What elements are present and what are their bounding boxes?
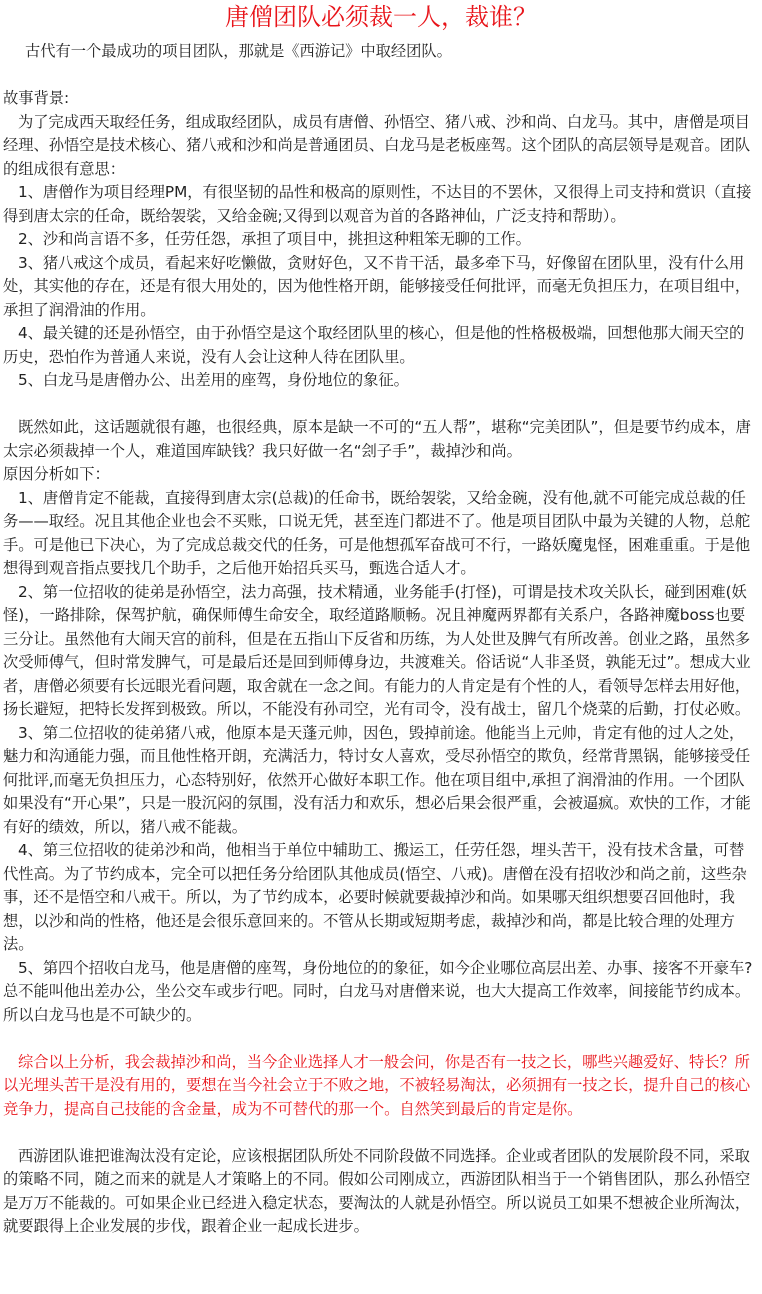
intro-paragraph: 古代有一个最成功的项目团队，那就是《西游记》中取经团队。 [25,42,452,60]
analysis-intro: 既然如此，这话题就很有趣，也很经典，原本是缺一不可的“五人帮”，堪称“完美团队”，但是要节约成本，唐太宗必须裁掉一个人，难道国库缺钱？我只好做一名“刽子手”，裁掉沙和尚。 [3,418,751,460]
background-paragraph: 3、猪八戒这个成员，看起来好吃懒做，贪财好色，又不肯干活，最多牵下马，好像留在团队里，没有什么用处，其实他的存在，还是有很大用处的，因为他性格开朗，能够接受任何批评，而毫无负担压力，在项目组中，承担了润滑油的作用。 [3,253,751,319]
analysis-paragraph: 1、唐僧肯定不能裁，直接得到唐太宗(总裁)的任命书，既给袈裟，又给金碗，没有他,就不可能完成总裁的任务——取经。况且其他企业也会不买账，口说无凭，甚至连门都进不了。他是项目团队中最为关键的人物，总舵手。可是他已下决心，为了完成总裁交代的任务，可是他想孤军奋战可不行，一路妖魔鬼怪，困难重重。于是他想得到观音指点要找几个助手，之后他开始招兵买马，甄选合适人才。 [3,488,751,577]
background-paragraph: 2、沙和尚言语不多，任劳任怨，承担了项目中，挑担这种粗笨无聊的工作。 [18,230,531,248]
analysis-paragraph: 2、第一位招收的徒弟是孙悟空，法力高强，技术精通，业务能手(打怪)，可谓是技术攻关队长，碰到困难(妖怪)，一路排除，保驾护航，确保师傅生命安全，取经道路顺畅。况且神魔两界都有关系户，各路神魔boss也要三分让。虽然他有大闹天宫的前科，但是在五指山下反省和历练，为人处世及脾气有所改善。创业之路，虽然多次受师傅气，但时常发脾气，可是最后还是回到师傅身边，共渡难关。俗话说“人非圣贤，孰能无过”。想成大业者，唐僧必须要有长远眼光看问题，取舍就在一念之间。有能力的人肯定是有个性的人，看领导怎样去用好他，扬长避短，把特长发挥到极致。所以，不能没有孙司空，光有司令，没有战士，留几个烧菜的后勤，打仗必败。 [3,582,751,718]
analysis-paragraph: 3、第二位招收的徒弟猪八戒，他原本是天蓬元帅，因色，毁掉前途。他能当上元帅，肯定有他的过人之处，魅力和沟通能力强，而且他性格开朗，充满活力，特讨女人喜欢，受尽孙悟空的欺负，经常背黑锅，能够接受任何批评,而毫无负担压力，心态特别好，依然开心做好本职工作。他在项目组中,承担了润滑油的作用。一个团队如果没有“开心果”，只是一股沉闷的氛围，没有活力和欢乐，想必后果会很严重，会被逼疯。欢快的工作，才能有好的绩效，所以，猪八戒不能裁。 [3,723,751,836]
background-paragraph: 为了完成西天取经任务，组成取经团队，成员有唐僧、孙悟空、猪八戒、沙和尚、白龙马。其中，唐僧是项目经理、孙悟空是技术核心、猪八戒和沙和尚是普通团员、白龙马是老板座驾。这个团队的高层领导是观音。团队的组成很有意思： [3,112,751,178]
background-paragraph: 1、唐僧作为项目经理PM，有很坚韧的品性和极高的原则性，不达目的不罢休，又很得上司支持和赏识（直接得到唐太宗的任命，既给袈裟，又给金碗;又得到以观音为首的各路神仙，广泛支持和帮助）。 [3,183,752,225]
analysis-paragraph: 5、第四个招收白龙马，他是唐僧的座驾，身份地位的的象征，如今企业哪位高层出差、办事、接客不开豪车?总不能叫他出差办公，坐公交车或步行吧。同时，白龙马对唐僧来说，也大大提高工作效率，间接能节约成本。所以白龙马也是不可缺少的。 [3,958,753,1024]
background-paragraph: 4、最关键的还是孙悟空，由于孙悟空是这个取经团队里的核心，但是他的性格极极端，回想他那大闹天空的历史，恐怕作为普通人来说，没有人会让这种人待在团队里。 [3,324,745,366]
analysis-heading: 原因分析如下： [3,465,110,483]
closing-paragraph: 西游团队谁把谁淘汰没有定论，应该根据团队所处不同阶段做不同选择。企业或者团队的发展阶段不同，采取的策略不同，随之而来的就是人才策略上的不同。假如公司刚成立，西游团队相当于一个销售团队，那么孙悟空是万万不能裁的。可如果企业已经进入稳定状态，要淘汰的人就是孙悟空。所以说员工如果不想被企业所淘汰，就要跟得上企业发展的步伐，跟着企业一起成长进步。 [3,1146,751,1235]
conclusion-paragraph: 综合以上分析，我会裁掉沙和尚，当今企业选择人才一般会问，你是否有一技之长，哪些兴趣爱好、特长？所以光埋头苦干是没有用的，要想在当今社会立于不败之地，不被轻易淘汰，必须拥有一技之长，提升自己的核心竞争力，提高自己技能的含金量，成为不可替代的那一个。自然笑到最后的肯定是你。 [3,1052,751,1118]
analysis-paragraph: 4、第三位招收的徒弟沙和尚，他相当于单位中辅助工、搬运工，任劳任怨，埋头苦干，没有技术含量，可替代性高。为了节约成本，完全可以把任务分给团队其他成员(悟空、八戒)。唐僧在没有招收沙和尚之前，这些杂事，还不是悟空和八戒干。所以，为了节约成本，必要时候就要裁掉沙和尚。如果哪天组织想要召回他时，我想，以沙和尚的性格，他还是会很乐意回来的。不管从长期或短期考虑，裁掉沙和尚，都是比较合理的处理方法。 [3,841,747,953]
background-heading: 故事背景: [3,89,70,107]
page-title: 唐僧团队必须裁一人，裁谁？ [225,3,537,31]
background-paragraph: 5、白龙马是唐僧办公、出差用的座驾，身份地位的象征。 [18,371,409,389]
